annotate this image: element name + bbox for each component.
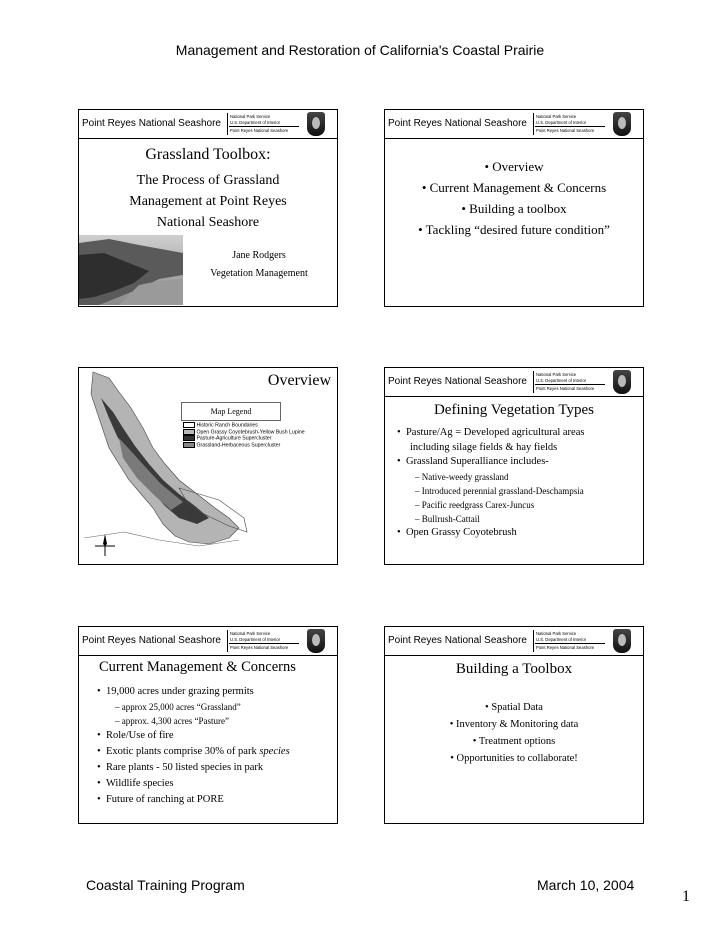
list-sub-item: – Pacific reedgrass Carex-Juncus xyxy=(415,499,535,510)
nps-text: National Park Service U.S. Department of Interior Point Reyes National Seashore xyxy=(536,114,595,133)
bullet-list xyxy=(397,426,584,540)
nps-arrowhead-logo xyxy=(307,629,325,653)
nps-arrowhead-logo xyxy=(307,112,325,136)
slide-header xyxy=(385,627,643,656)
list-item: • Wildlife species xyxy=(97,778,174,789)
slide-title: Grassland Toolbox: xyxy=(145,146,271,163)
bullet-list xyxy=(385,699,643,767)
site-name: Point Reyes National Seashore xyxy=(82,118,221,129)
author-name: Jane Rodgers xyxy=(232,250,286,261)
bullet-list xyxy=(97,684,290,808)
nps-text: National Park Service U.S. Department of Interior Point Reyes National Seashore xyxy=(230,631,289,650)
nps-arrowhead-logo xyxy=(613,370,631,394)
list-sub-item: – approx. 4,300 acres “Pasture” xyxy=(115,716,229,726)
legend-item: Historic Ranch Boundaries xyxy=(183,422,305,429)
list-item: • Overview xyxy=(484,159,544,174)
point-reyes-map xyxy=(79,368,337,564)
compass-icon xyxy=(95,534,115,556)
list-sub-item: – approx 25,000 acres “Grassland” xyxy=(115,702,241,712)
slide-subtitle: The Process of Grassland Management at Point Reyes National Seashore xyxy=(129,173,287,230)
legend-item: Open Grassy Coyotebrush-Yellow Bush Lupine xyxy=(183,429,305,436)
divider xyxy=(533,113,534,135)
list-sub-item: – Bullrush-Cattail xyxy=(415,513,480,524)
site-name: Point Reyes National Seashore xyxy=(388,118,527,129)
list-item: • Pasture/Ag = Developed agricultural areas xyxy=(397,427,585,438)
divider xyxy=(533,630,534,652)
nps-arrowhead-logo xyxy=(613,112,631,136)
author-department: Vegetation Management xyxy=(210,268,308,279)
footer-date: March 10, 2004 xyxy=(537,877,635,893)
nps-text: National Park Service U.S. Department of Interior Point Reyes National Seashore xyxy=(536,631,595,650)
map-legend xyxy=(181,402,281,421)
site-name: Point Reyes National Seashore xyxy=(388,376,527,387)
list-item: • Opportunities to collaborate! xyxy=(450,753,578,764)
list-item: • Grassland Superalliance includes- xyxy=(397,456,549,467)
slide-1 xyxy=(78,109,338,307)
slide-title: Building a Toolbox xyxy=(455,661,573,677)
slide-2 xyxy=(384,109,644,307)
list-item: including silage fields & hay fields xyxy=(410,441,558,453)
coastline-photo xyxy=(79,235,183,305)
divider xyxy=(227,113,228,135)
list-item: • Spatial Data xyxy=(485,702,543,713)
list-item: • Inventory & Monitoring data xyxy=(449,719,579,730)
list-item: • Tackling “desired future condition” xyxy=(418,222,610,237)
bullet-list xyxy=(385,156,643,240)
page-title: Management and Restoration of California's Coastal Prairie xyxy=(175,42,545,58)
list-item: • Current Management & Concerns xyxy=(421,180,607,195)
list-item: • Exotic plants comprise 30% of park species xyxy=(97,746,290,757)
list-item: • Future of ranching at PORE xyxy=(97,794,224,805)
slide-4 xyxy=(384,367,644,565)
nps-text: National Park Service U.S. Department of Interior Point Reyes National Seashore xyxy=(536,372,595,391)
list-item: • Role/Use of fire xyxy=(97,730,174,741)
slide-header xyxy=(79,110,337,139)
legend-title: Map Legend xyxy=(210,407,252,416)
list-sub-item: – Introduced perennial grassland-Deschampsia xyxy=(415,485,584,496)
site-name: Point Reyes National Seashore xyxy=(82,635,221,646)
list-item: • Open Grassy Coyotebrush xyxy=(397,526,517,538)
slide-5 xyxy=(78,626,338,824)
slide-title: Current Management & Concerns xyxy=(99,659,296,675)
nps-arrowhead-logo xyxy=(613,629,631,653)
slide-header xyxy=(79,627,337,656)
page-number: 1 xyxy=(682,888,690,905)
slide-header xyxy=(385,368,643,397)
divider xyxy=(533,371,534,393)
list-item: • Treatment options xyxy=(472,736,556,747)
slide-6 xyxy=(384,626,644,824)
legend-item: Grassland-Herbaceous Supercluster xyxy=(183,442,305,449)
list-item: • 19,000 acres under grazing permits xyxy=(97,686,254,697)
list-item: • Building a toolbox xyxy=(461,201,567,216)
nps-text: National Park Service U.S. Department of Interior Point Reyes National Seashore xyxy=(230,114,289,133)
slide-title: Defining Vegetation Types xyxy=(433,402,595,418)
divider xyxy=(227,630,228,652)
list-sub-item: – Native-weedy grassland xyxy=(415,471,509,482)
legend-items xyxy=(183,422,305,449)
site-name: Point Reyes National Seashore xyxy=(388,635,527,646)
slide-header xyxy=(385,110,643,139)
slide-title: Overview xyxy=(267,372,331,389)
list-item: • Rare plants - 50 listed species in park xyxy=(97,762,264,773)
footer-left: Coastal Training Program xyxy=(86,877,245,893)
legend-item: Pasture-Agriculture Supercluster xyxy=(183,435,305,442)
slide-3 xyxy=(78,367,338,565)
